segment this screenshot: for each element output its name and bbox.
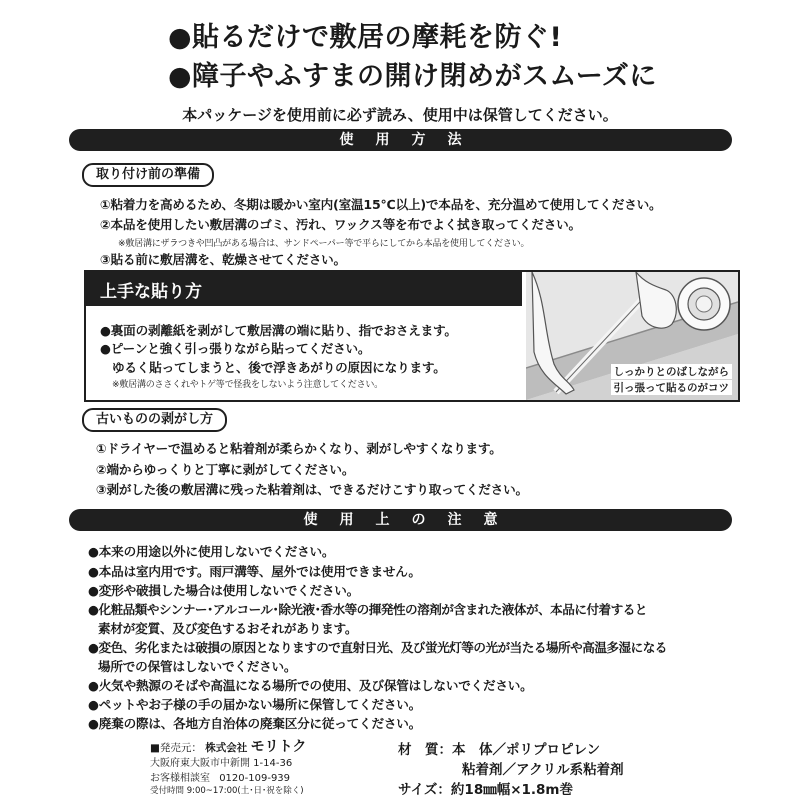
caution-line-6: ●変色、劣化または破損の原因となりますので直射日光、及び蛍光灯等の光が当たる場所や高温多湿になる [88, 640, 667, 655]
company-prefix: 株式会社 [205, 742, 248, 754]
tape-application-illustration [526, 272, 738, 400]
tips-item-1: ●裏面の剥離紙を剥がして敷居溝の端に貼り、指でおさえます。 [100, 323, 457, 338]
removal-title-pill: 古いものの剥がし方 [82, 408, 227, 432]
size-line [398, 778, 573, 798]
caution-line-9: ●ペットやお子様の手の届かない場所に保管してください。 [88, 697, 422, 712]
caution-line-2: ●本品は室内用です。雨戸溝等、屋外では使用できません。 [88, 564, 421, 579]
seller-label: ■発売元： [150, 742, 202, 754]
removal-item-1: ①ドライヤーで温めると粘着剤が柔らかくなり、剥がしやすくなります。 [96, 441, 502, 456]
tips-note: ※敷居溝のささくれやトゲ等で怪我をしないよう注意してください。 [112, 380, 383, 390]
caution-line-4: ●化粧品類やシンナー･アルコール･除光液･香水等の揮発性の溶剤が含まれた液体が、本品に付着すると [88, 602, 647, 617]
caution-line-5: 素材が変質、及び変色するおそれがあります。 [98, 621, 358, 636]
support-line [150, 769, 290, 784]
notice-text: 本パッケージを使用前に必ず読み、使用中は保管してください。 [182, 106, 618, 124]
prep-item-2: ②本品を使用したい敷居溝のゴミ、汚れ、ワックス等を布でよく拭き取ってください。 [100, 217, 581, 232]
cautions-section-bar: 使用上の注意 [69, 509, 732, 531]
usage-section-bar: 使用方法 [69, 129, 732, 151]
tips-box [84, 270, 740, 402]
material-label: 材 質： [398, 742, 452, 758]
company-address: 大阪府東大阪市中新開 1-14-36 [150, 758, 293, 769]
prep-note: ※敷居溝にザラつきや凹凸がある場合は、サンドペーパー等で平らにしてから本品を使用してください。 [118, 239, 530, 249]
caution-line-1: ●本来の用途以外に使用しないでください。 [88, 544, 335, 559]
caution-line-3: ●変形や破損した場合は使用しないでください。 [88, 583, 360, 598]
removal-item-2: ②端からゆっくりと丁寧に剥がしてください。 [96, 462, 355, 477]
material-body: 本 体／ポリプロピレン [452, 742, 601, 758]
caution-line-8: ●火気や熱源のそばや高温になる場所での使用、及び保管はしないでください。 [88, 678, 533, 693]
caution-line-10: ●廃棄の際は、各地方自治体の廃棄区分に従ってください。 [88, 716, 422, 731]
company-name: モリトク [250, 739, 307, 755]
illustration-caption-1: しっかりとのばしながら [611, 364, 733, 379]
tips-title: 上手な貼り方 [100, 282, 202, 302]
material-adhesive: 粘着剤／アクリル系粘着剤 [462, 762, 624, 778]
removal-item-3: ③剥がした後の敷居溝に残った粘着剤は、できるだけこすり取ってください。 [96, 482, 528, 497]
support-phone: 0120-109-939 [219, 773, 291, 784]
support-label: お客様相談室 [150, 773, 210, 784]
tips-item-2: ●ピーンと強く引っ張りながら貼ってください。 [100, 341, 371, 356]
size-label: サイズ： [398, 782, 451, 798]
support-hours: 受付時間 9:00~17:00(土･日･祝を除く) [150, 786, 304, 796]
headline-2: ●障子やふすまの開け閉めがスムーズに [168, 61, 657, 92]
size-value: 約18㎜幅×1.8m巻 [450, 782, 574, 798]
caution-line-7: 場所での保管はしないでください。 [98, 659, 297, 674]
material-line [398, 738, 600, 758]
prep-item-3: ③貼る前に敷居溝を、乾燥させてください。 [100, 252, 346, 267]
seller-info [150, 736, 306, 756]
illustration-caption-2: 引っ張って貼るのがコツ [611, 380, 733, 395]
headline-1: ●貼るだけで敷居の摩耗を防ぐ! [168, 22, 563, 53]
tips-header [86, 272, 522, 306]
prep-item-1: ①粘着力を高めるため、冬期は暖かい室内(室温15℃以上)で本品を、充分温めて使用してください。 [100, 197, 662, 212]
tips-item-3: ゆるく貼ってしまうと、後で浮きあがりの原因になります。 [112, 360, 446, 375]
prep-title-pill: 取り付け前の準備 [82, 163, 214, 187]
